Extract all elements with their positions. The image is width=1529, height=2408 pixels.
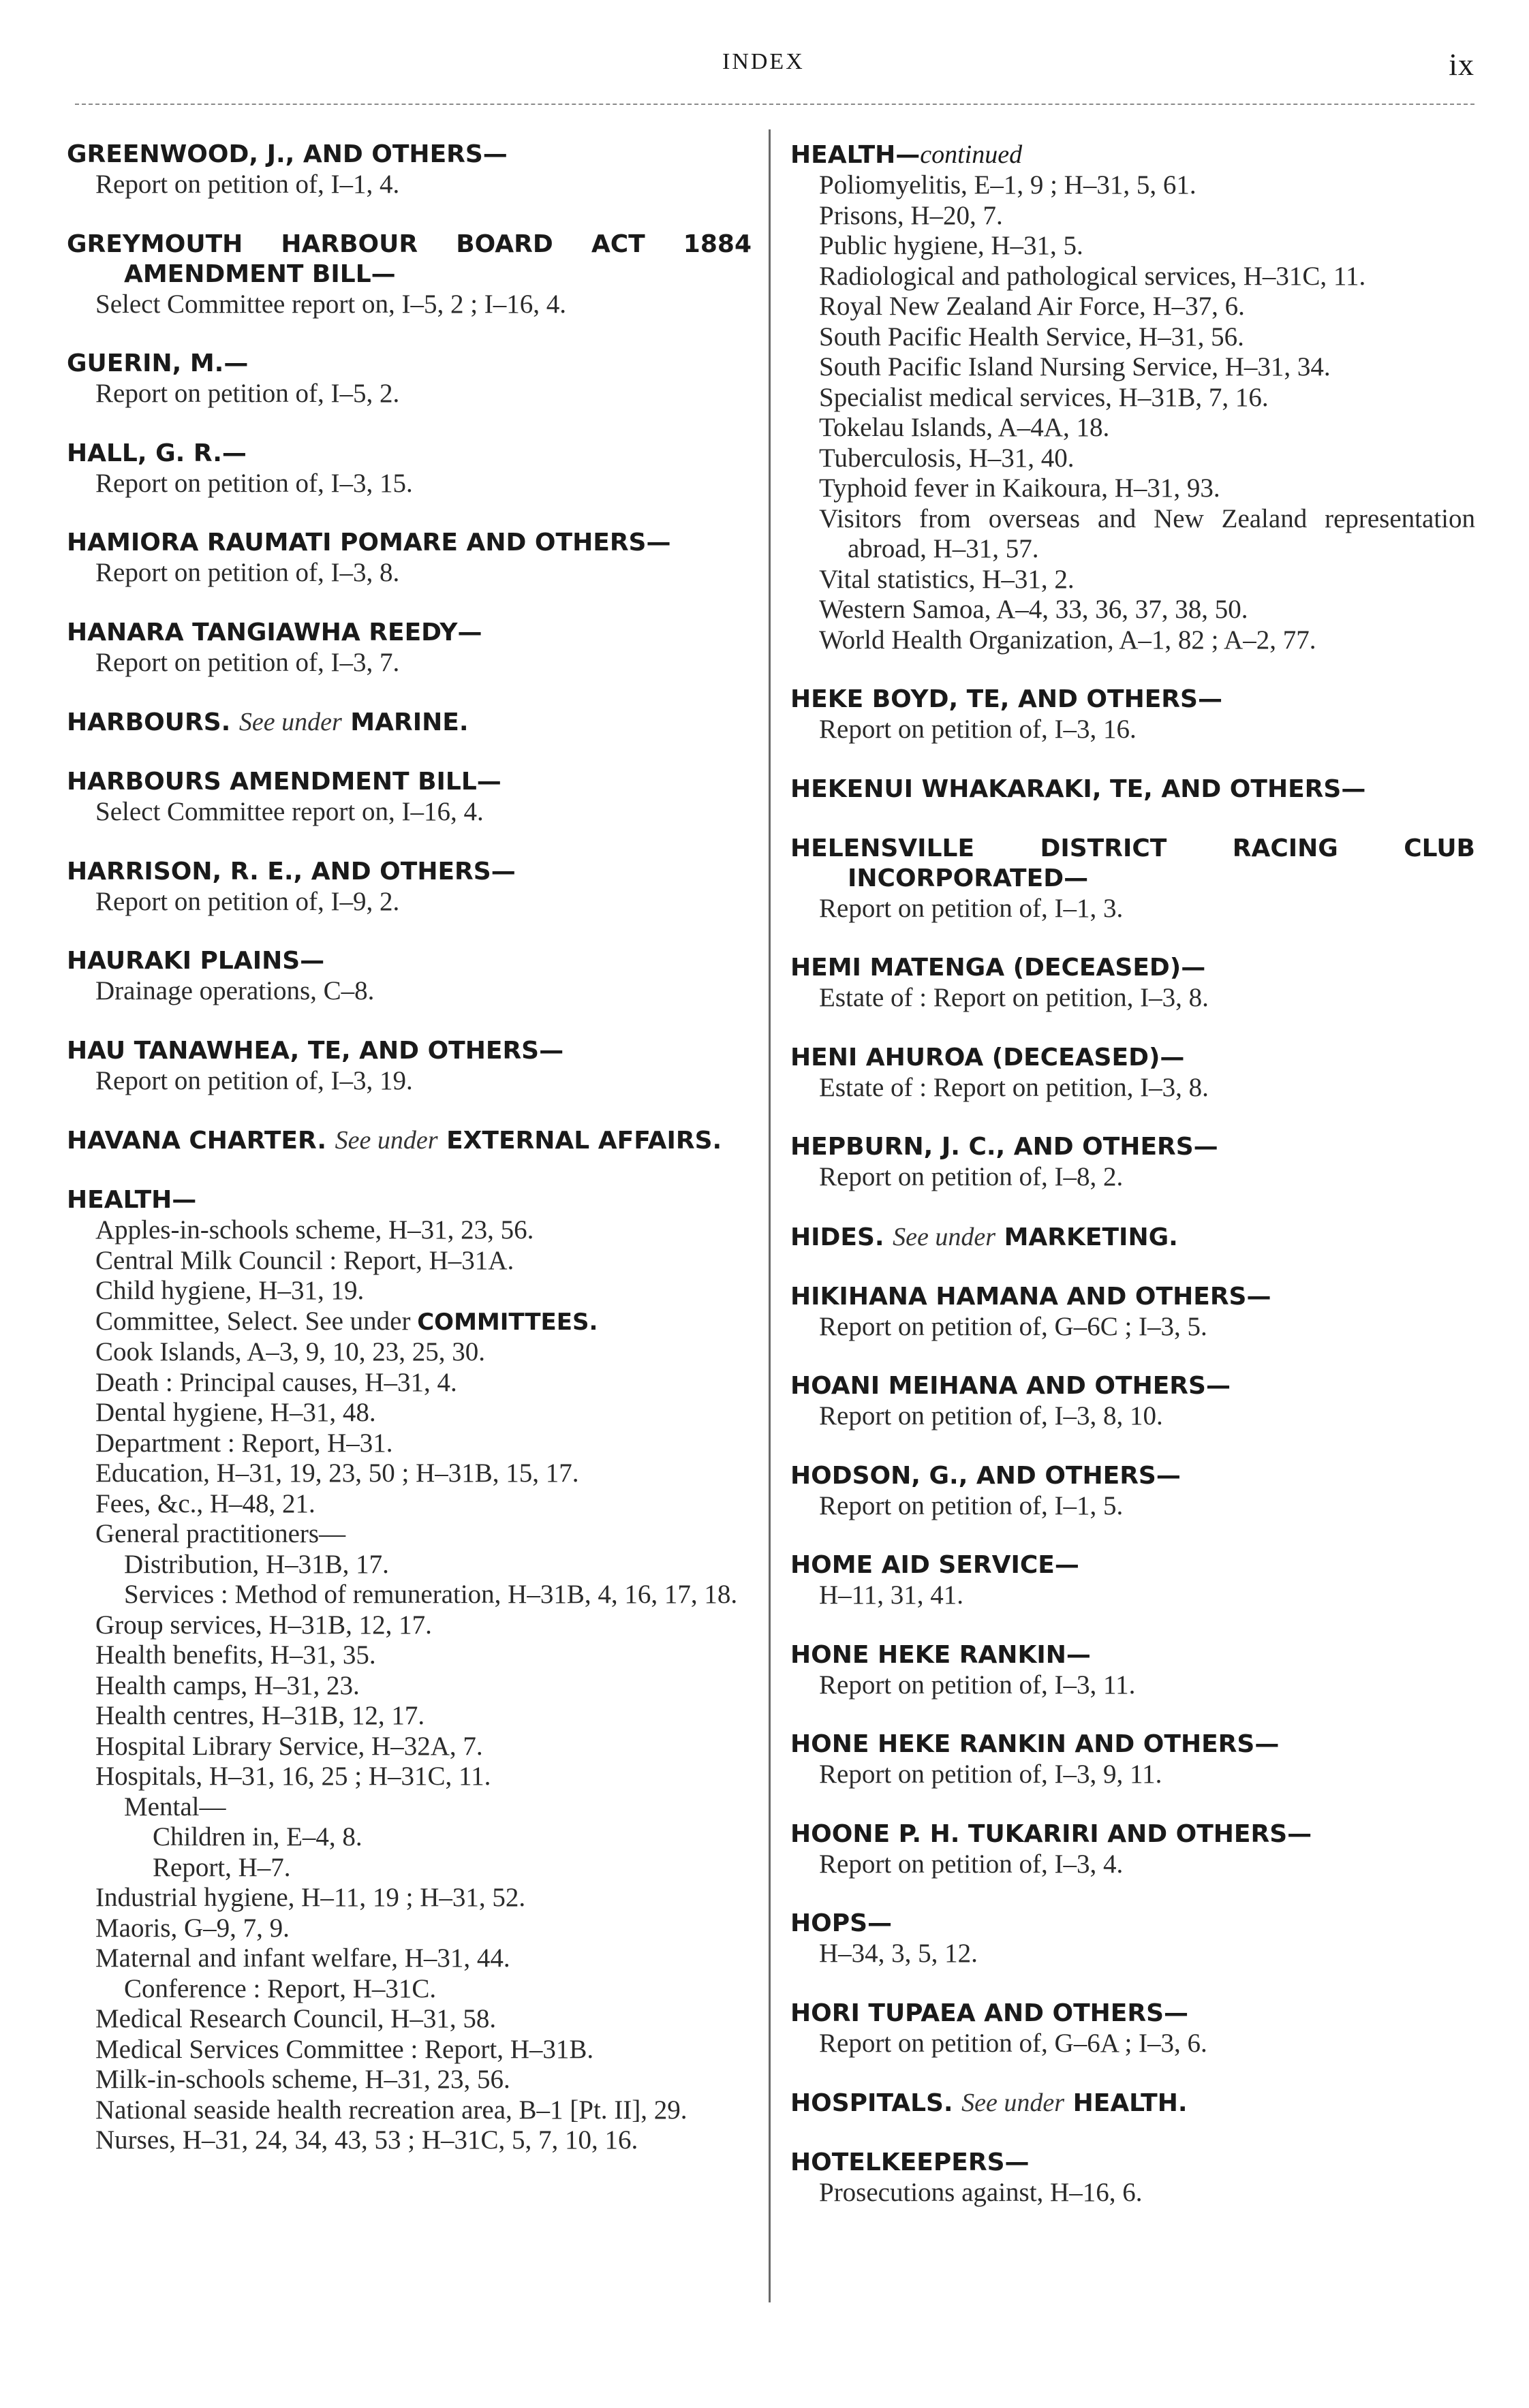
entry-heading: HALL, G. R.— xyxy=(67,439,247,467)
cross-reference: EXTERNAL AFFAIRS. xyxy=(446,1127,722,1155)
index-entry xyxy=(790,1043,1475,1104)
index-entry xyxy=(67,707,752,738)
entry-line: Report on petition of, G–6C ; I–3, 5. xyxy=(819,1311,1207,1341)
entry-heading: HOANI MEIHANA AND OTHERS— xyxy=(790,1372,1231,1400)
entry-line: Fees, &c., H–48, 21. xyxy=(95,1488,315,1518)
entry-line-cross-ref xyxy=(67,1307,752,1338)
index-column-right xyxy=(790,140,1475,2238)
entry-line-text: Committee, Select. See under xyxy=(95,1306,411,1336)
entry-line: Report on petition of, I–3, 7. xyxy=(95,647,400,677)
entry-heading-cross-ref xyxy=(67,707,752,738)
entry-heading: HENI AHUROA (DECEASED)— xyxy=(790,1043,1185,1072)
entry-line: Estate of : Report on petition, I–3, 8. xyxy=(819,1072,1209,1102)
entry-heading: HELENSVILLE DISTRICT RACING CLUB INCORPORATED— xyxy=(790,834,1475,892)
entry-line: Report on petition of, G–6A ; I–3, 6. xyxy=(819,2028,1207,2058)
entry-heading: HORI TUPAEA AND OTHERS— xyxy=(790,1999,1189,2027)
entry-line: Nurses, H–31, 24, 34, 43, 53 ; H–31C, 5, 7, 10, 16. xyxy=(95,2125,638,2155)
index-entry xyxy=(790,775,1475,804)
index-entry xyxy=(67,946,752,1007)
entry-line: Select Committee report on, I–16, 4. xyxy=(95,797,484,826)
index-entry xyxy=(67,857,752,918)
entry-line: Children in, E–4, 8. xyxy=(153,1822,362,1851)
entry-heading: HEKENUI WHAKARAKI, TE, AND OTHERS— xyxy=(790,775,1366,803)
entry-line: Prisons, H–20, 7. xyxy=(819,200,1003,230)
entry-heading: HIKIHANA HAMANA AND OTHERS— xyxy=(790,1282,1271,1311)
entry-heading-cross-ref xyxy=(790,2088,1475,2118)
entry-line: General practitioners— xyxy=(95,1519,346,1548)
entry-line: Report on petition of, I–8, 2. xyxy=(819,1162,1124,1191)
entry-line: Western Samoa, A–4, 33, 36, 37, 38, 50. xyxy=(819,595,1248,624)
entry-heading: HEPBURN, J. C., AND OTHERS— xyxy=(790,1133,1218,1161)
entry-line: Milk-in-schools scheme, H–31, 23, 56. xyxy=(95,2065,510,2094)
entry-line: Tuberculosis, H–31, 40. xyxy=(819,443,1075,473)
entry-heading: HARBOURS AMENDMENT BILL— xyxy=(67,768,501,796)
index-entry xyxy=(67,1036,752,1097)
entry-term: HOSPITALS. xyxy=(790,2089,953,2117)
entry-term: HARBOURS. xyxy=(67,708,231,736)
entry-line: Report on petition of, I–3, 15. xyxy=(95,468,413,498)
entry-line: Industrial hygiene, H–11, 19 ; H–31, 52. xyxy=(95,1883,526,1912)
entry-heading: HOONE P. H. TUKARIRI AND OTHERS— xyxy=(790,1819,1312,1848)
entry-line: Tokelau Islands, A–4A, 18. xyxy=(819,413,1110,442)
index-entry xyxy=(790,834,1475,924)
entry-line: Select Committee report on, I–5, 2 ; I–16, 4. xyxy=(95,289,567,319)
index-entry xyxy=(790,1819,1475,1880)
entry-line: H–11, 31, 41. xyxy=(819,1580,963,1610)
entry-line: Royal New Zealand Air Force, H–37, 6. xyxy=(819,292,1245,321)
entry-line: Estate of : Report on petition, I–3, 8. xyxy=(819,983,1209,1012)
index-entry xyxy=(790,1282,1475,1343)
entry-line: Public hygiene, H–31, 5. xyxy=(819,231,1083,260)
cross-reference: HEALTH. xyxy=(1072,2089,1188,2117)
index-entry xyxy=(67,349,752,409)
entry-line: World Health Organization, A–1, 82 ; A–2, 77. xyxy=(819,625,1316,655)
index-entry xyxy=(790,2088,1475,2118)
entry-line: Report on petition of, I–1, 5. xyxy=(819,1490,1124,1520)
entry-line: Report on petition of, I–9, 2. xyxy=(95,886,400,916)
index-entry xyxy=(790,1371,1475,1432)
entry-line: Department : Report, H–31. xyxy=(95,1428,393,1458)
entry-line: Health centres, H–31B, 12, 17. xyxy=(95,1701,425,1730)
entry-line: Visitors from overseas and New Zealand representation abroad, H–31, 57. xyxy=(819,503,1475,563)
entry-line: Health benefits, H–31, 35. xyxy=(95,1640,376,1670)
entry-line: Prosecutions against, H–16, 6. xyxy=(819,2178,1143,2207)
page-header xyxy=(0,49,1529,104)
index-entry xyxy=(790,685,1475,745)
entry-line: Dental hygiene, H–31, 48. xyxy=(95,1398,376,1427)
index-entry xyxy=(67,767,752,828)
entry-heading: HOTELKEEPERS— xyxy=(790,2148,1030,2176)
index-entry xyxy=(790,1640,1475,1701)
entry-heading-cross-ref xyxy=(67,1125,752,1156)
entry-line: Medical Research Council, H–31, 58. xyxy=(95,2004,497,2033)
entry-heading: HOPS— xyxy=(790,1909,893,1937)
entry-line: Report on petition of, I–3, 8, 10. xyxy=(819,1401,1163,1430)
entry-heading: HEALTH— xyxy=(67,1186,197,1214)
entry-line: H–34, 3, 5, 12. xyxy=(819,1939,978,1968)
entry-term: HAVANA CHARTER. xyxy=(67,1127,327,1155)
index-entry xyxy=(67,618,752,678)
entry-line: Maternal and infant welfare, H–31, 44. xyxy=(95,1943,510,1973)
entry-heading: HONE HEKE RANKIN— xyxy=(790,1640,1091,1669)
entry-heading-continued xyxy=(790,140,1475,170)
entry-line: Distribution, H–31B, 17. xyxy=(124,1549,389,1579)
index-entry xyxy=(790,1132,1475,1193)
entry-line: Report on petition of, I–3, 19. xyxy=(95,1065,413,1095)
entry-line: Central Milk Council : Report, H–31A. xyxy=(95,1245,514,1275)
entry-line: Report on petition of, I–3, 4. xyxy=(819,1849,1124,1879)
column-divider xyxy=(769,129,771,2302)
index-entry xyxy=(790,1999,1475,2059)
see-under-label: See under xyxy=(961,2089,1065,2117)
entry-line: Death : Principal causes, H–31, 4. xyxy=(95,1367,457,1397)
index-entry xyxy=(67,1125,752,1156)
entry-line: Vital statistics, H–31, 2. xyxy=(819,564,1075,594)
see-under-label: See under xyxy=(238,708,342,736)
entry-term: HIDES. xyxy=(790,1223,884,1251)
entry-line: Group services, H–31B, 12, 17. xyxy=(95,1610,432,1640)
entry-line: Hospitals, H–31, 16, 25 ; H–31C, 11. xyxy=(95,1762,491,1791)
header-rule xyxy=(75,104,1474,105)
see-under-label: See under xyxy=(893,1222,996,1251)
entry-line: Apples-in-schools scheme, H–31, 23, 56. xyxy=(95,1215,534,1245)
index-entry xyxy=(790,953,1475,1014)
entry-line: Report on petition of, I–3, 16. xyxy=(819,715,1137,744)
index-entry xyxy=(67,528,752,589)
entry-heading: HEMI MATENGA (DECEASED)— xyxy=(790,954,1206,982)
index-entry xyxy=(790,1461,1475,1522)
entry-heading: GREENWOOD, J., AND OTHERS— xyxy=(67,140,508,168)
entry-line: Typhoid fever in Kaikoura, H–31, 93. xyxy=(819,473,1220,503)
entry-heading: HONE HEKE RANKIN AND OTHERS— xyxy=(790,1730,1280,1758)
entry-heading: GREYMOUTH HARBOUR BOARD ACT 1884 AMENDMENT BILL— xyxy=(67,230,752,288)
entry-line: Mental— xyxy=(124,1792,226,1821)
entry-heading: HANARA TANGIAWHA REEDY— xyxy=(67,618,482,646)
index-column-left xyxy=(67,140,752,2185)
entry-line: Health camps, H–31, 23. xyxy=(95,1670,360,1700)
entry-line: Specialist medical services, H–31B, 7, 16. xyxy=(819,382,1269,412)
entry-line: Poliomyelitis, E–1, 9 ; H–31, 5, 61. xyxy=(819,170,1196,200)
entry-heading: HAMIORA RAUMATI POMARE AND OTHERS— xyxy=(67,529,671,557)
entry-heading: HAU TANAWHEA, TE, AND OTHERS— xyxy=(67,1036,564,1065)
index-entry xyxy=(790,1550,1475,1611)
index-entry xyxy=(790,1222,1475,1253)
entry-line: Education, H–31, 19, 23, 50 ; H–31B, 15, 17. xyxy=(95,1458,579,1488)
entry-heading: HAURAKI PLAINS— xyxy=(67,947,325,975)
entry-line: Services : Method of remuneration, H–31B, 4, 16, 17, 18. xyxy=(124,1580,738,1609)
cross-reference: MARKETING. xyxy=(1004,1223,1178,1251)
cross-reference: COMMITTEES. xyxy=(417,1308,598,1336)
entry-heading: HARRISON, R. E., AND OTHERS— xyxy=(67,857,516,886)
entry-line: Radiological and pathological services, H–31C, 11. xyxy=(819,261,1366,291)
index-entry xyxy=(790,1909,1475,1969)
entry-line: Drainage operations, C–8. xyxy=(95,976,375,1005)
entry-line: Report, H–7. xyxy=(153,1852,291,1882)
entry-line: National seaside health recreation area, B–1 [Pt. II], 29. xyxy=(95,2095,688,2125)
index-entry xyxy=(67,230,752,320)
index-entry-health xyxy=(67,1185,752,2156)
index-entry-health-continued xyxy=(790,140,1475,655)
entry-heading: HODSON, G., AND OTHERS— xyxy=(790,1461,1181,1490)
entry-line: Report on petition of, I–3, 11. xyxy=(819,1670,1136,1700)
entry-line: Hospital Library Service, H–32A, 7. xyxy=(95,1731,483,1761)
index-entry xyxy=(67,439,752,499)
entry-line: Conference : Report, H–31C. xyxy=(124,1973,437,2003)
page-number: ix xyxy=(1449,47,1474,82)
entry-line: Medical Services Committee : Report, H–31B. xyxy=(95,2034,594,2064)
entry-line: South Pacific Island Nursing Service, H–31, 34. xyxy=(819,352,1331,381)
index-entry xyxy=(790,1730,1475,1790)
entry-line: Child hygiene, H–31, 19. xyxy=(95,1276,365,1305)
entry-line: Report on petition of, I–1, 3. xyxy=(819,893,1124,923)
entry-heading-cross-ref xyxy=(790,1222,1475,1253)
entry-heading: GUERIN, M.— xyxy=(67,349,249,377)
continued-label: continued xyxy=(920,140,1023,169)
entry-heading: HEKE BOYD, TE, AND OTHERS— xyxy=(790,685,1222,713)
see-under-label: See under xyxy=(335,1126,438,1155)
entry-line: Report on petition of, I–3, 9, 11. xyxy=(819,1760,1162,1789)
index-entry xyxy=(790,2148,1475,2208)
entry-term: HEALTH— xyxy=(790,141,921,169)
entry-line: Report on petition of, I–3, 8. xyxy=(95,558,400,587)
running-title: INDEX xyxy=(722,49,805,74)
entry-line: Report on petition of, I–1, 4. xyxy=(95,170,400,199)
entry-heading: HOME AID SERVICE— xyxy=(790,1551,1079,1579)
entry-line: Maoris, G–9, 7, 9. xyxy=(95,1913,290,1943)
cross-reference: MARINE. xyxy=(350,708,469,736)
entry-line: Cook Islands, A–3, 9, 10, 23, 25, 30. xyxy=(95,1337,486,1366)
index-entry xyxy=(67,140,752,200)
entry-line: South Pacific Health Service, H–31, 56. xyxy=(819,322,1244,351)
entry-line: Report on petition of, I–5, 2. xyxy=(95,379,400,408)
